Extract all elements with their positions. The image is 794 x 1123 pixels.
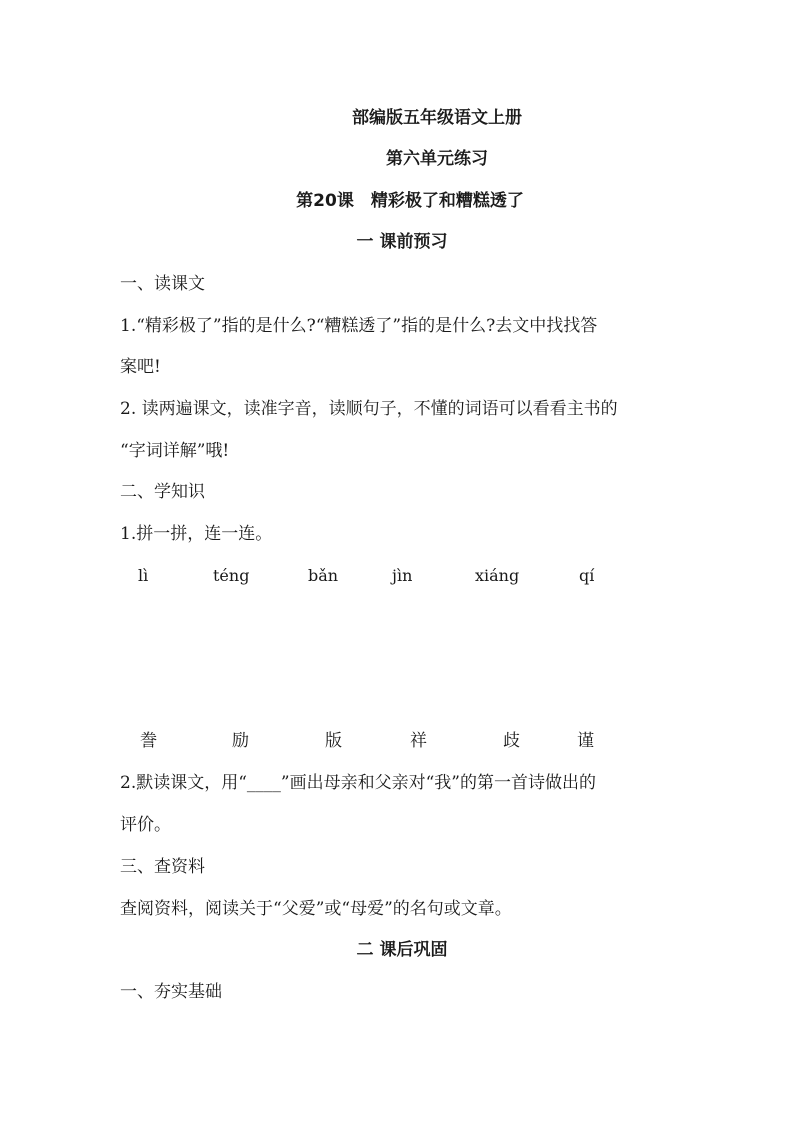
unit-title: 第六单元练习	[386, 149, 488, 169]
pinyin-item: téng	[213, 566, 250, 585]
question-2-line-2: “字词详解”哦!	[120, 441, 230, 461]
research-instruction: 查阅资料，阅读关于“父爱”或“母爱”的名句或文章。	[120, 899, 512, 919]
exercise-underline-line-1: 2.默读课文，用“____”画出母亲和父亲对“我”的第一首诗做出的	[120, 773, 596, 793]
section-title-consolidate: 二 课后巩固	[356, 940, 448, 960]
heading-learn-knowledge: 二、学知识	[120, 482, 205, 502]
section-title-preview: 一 课前预习	[356, 232, 448, 252]
character-item: 版	[325, 731, 342, 751]
character-item: 誊	[140, 731, 157, 751]
document-title: 部编版五年级语文上册	[352, 108, 522, 128]
question-1-line-1: 1.“精彩极了”指的是什么?“糟糕透了”指的是什么?去文中找找答	[120, 316, 598, 336]
character-item: 励	[232, 731, 249, 751]
heading-read-text: 一、读课文	[120, 274, 205, 294]
heading-research: 三、查资料	[120, 857, 205, 877]
pinyin-item: bǎn	[308, 566, 339, 585]
character-item: 祥	[410, 731, 427, 751]
character-item: 谨	[577, 731, 594, 751]
question-2-line-1: 2. 读两遍课文，读准字音，读顺句子，不懂的词语可以看看主书的	[120, 399, 618, 419]
character-item: 歧	[503, 731, 520, 751]
pinyin-item: lì	[138, 566, 149, 585]
exercise-underline-line-2: 评价。	[120, 815, 171, 835]
heading-basics: 一、夯实基础	[120, 982, 222, 1002]
lesson-title: 第20课 精彩极了和糟糕透了	[296, 191, 524, 211]
pinyin-item: jìn	[392, 566, 413, 585]
exercise-pinyin-match: 1.拼一拼，连一连。	[120, 524, 273, 544]
pinyin-item: xiáng	[475, 566, 520, 585]
pinyin-item: qí	[579, 566, 595, 585]
question-1-line-2: 案吧!	[120, 357, 161, 377]
